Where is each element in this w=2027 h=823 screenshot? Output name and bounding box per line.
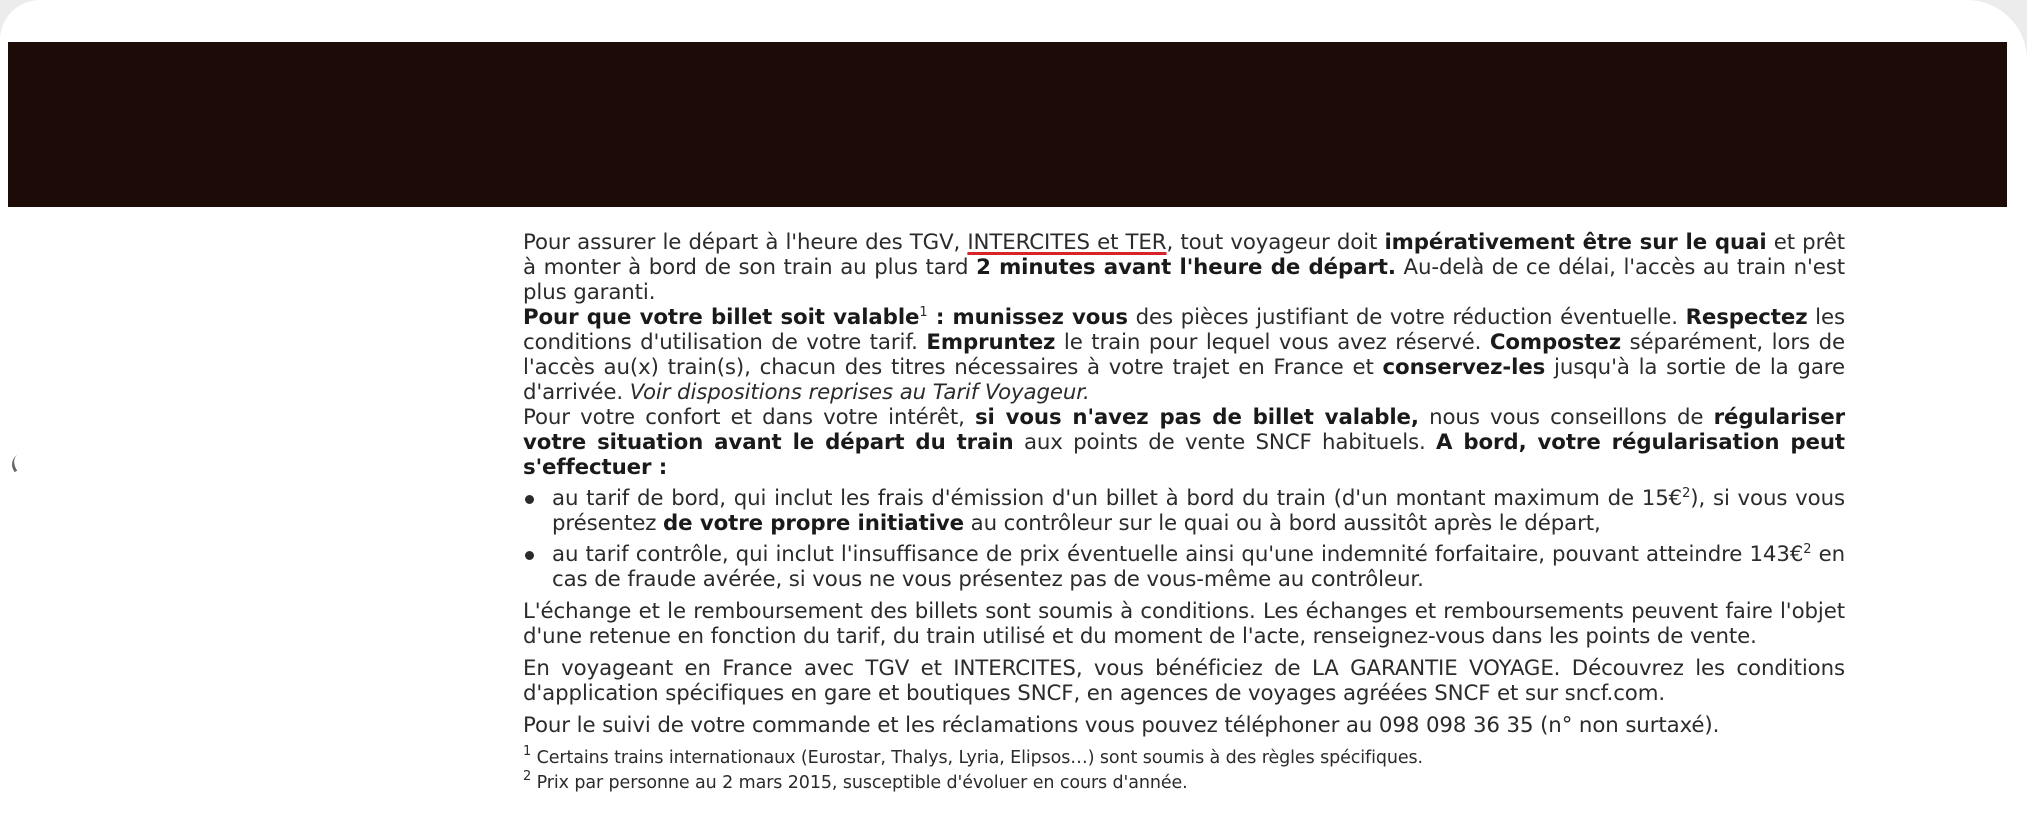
card-notch <box>8 452 30 473</box>
paragraph-validity: Pour que votre billet soit valable$^1$ : munissez vous des pièces justifiant de votre réduction éventuelle. Respectez les conditions d'utilisation de votre tarif. Empruntez le train pour lequel vous avez réservé. Compostez séparément, lors de l'accès au(x) train(s), chacun des titres nécessaires à votre trajet en France et conservez-les jusqu'à la sortie de la gare d'arrivée. Voir dispositions reprises au Tarif Voyageur. <box>523 305 1845 405</box>
footnote: $^2$ Prix par personne au 2 mars 2015, susceptible d'évoluer en cours d'année. <box>523 769 1188 793</box>
paragraph-guarantee: En voyageant en France avec TGV et INTERCITES, vous bénéficiez de LA GARANTIE VOYAGE. Découvrez les conditions d'application spécifiques en gare et boutiques SNCF, en agences de voyages agréées SNCF et sur sncf.com. <box>523 656 1845 706</box>
conditions-text <box>523 230 1845 796</box>
bullet-icon <box>525 495 534 504</box>
underlined-trains: INTERCITES et TER <box>967 230 1167 255</box>
paragraph-comfort: Pour votre confort et dans votre intérêt, si vous n'avez pas de billet valable, nous vous conseillons de régulariser votre situation avant le départ du train aux points de vente SNCF habituels. A bord, votre régularisation peut s'effectuer : <box>523 405 1845 480</box>
bullet-icon <box>525 551 534 560</box>
list-item: au tarif de bord, qui inclut les frais d'émission d'un billet à bord du train (d'un montant maximum de 15€$^2$), si vous vous présentez de votre propre initiative au contrôleur sur le quai ou à bord aussitôt après le départ, <box>523 486 1845 536</box>
magnetic-stripe <box>8 42 2007 207</box>
paragraph-exchange: L'échange et le remboursement des billets sont soumis à conditions. Les échanges et remboursements peuvent faire l'objet d'une retenue en fonction du tarif, du train utilisé et du moment de l'acte, renseignez-vous dans les points de vente. <box>523 599 1845 649</box>
paragraph-departure: Pour assurer le départ à l'heure des TGV, INTERCITES et TER, tout voyageur doit impérativement être sur le quai et prêt à monter à bord de son train au plus tard 2 minutes avant l'heure de départ. Au-delà de ce délai, l'accès au train n'est plus garanti. <box>523 230 1846 305</box>
fare-options-list <box>523 486 1845 592</box>
footnotes <box>523 746 1845 796</box>
footnote: $^1$ Certains trains internationaux (Eurostar, Thalys, Lyria, Elipsos…) sont soumis à des règles spécifiques. <box>523 744 1424 768</box>
list-item: au tarif contrôle, qui inclut l'insuffisance de prix éventuelle ainsi qu'une indemnité forfaitaire, pouvant atteindre 143€$^2$ en cas de fraude avérée, si vous ne vous présentez pas de vous-même au contrôleur. <box>523 542 1845 592</box>
paragraph-support: Pour le suivi de votre commande et les réclamations vous pouvez téléphoner au 098 098 36 35 (n° non surtaxé). <box>523 713 1720 738</box>
